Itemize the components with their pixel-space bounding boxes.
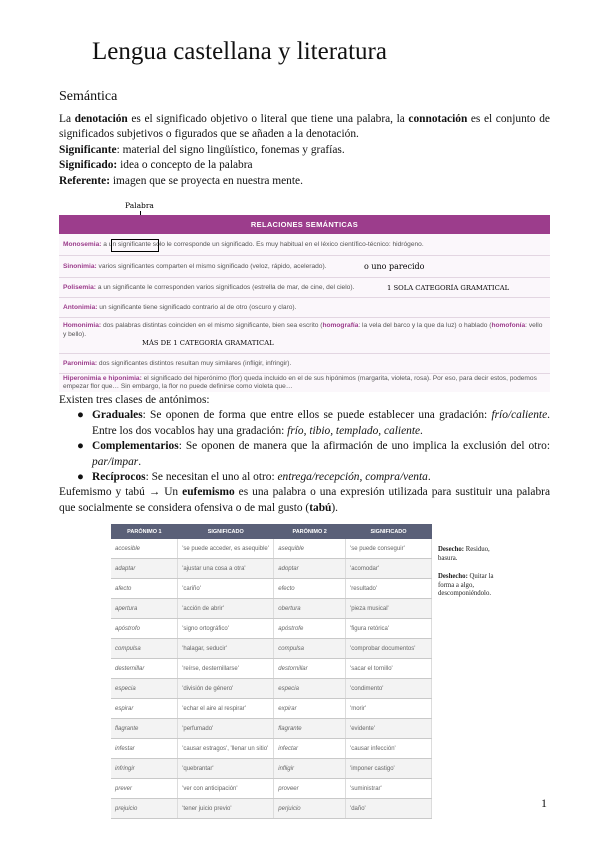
- table-cell: accesible: [111, 539, 178, 559]
- table-cell: 'ver con anticipación': [178, 779, 274, 799]
- sem-row-monosemia: Monosemia: a un significante solo le corresponde un significado. Es muy habitual en el léxico científico-técnico: hidrógeno.: [59, 234, 550, 256]
- table-cell: efecto: [274, 579, 346, 599]
- table-row: [111, 599, 432, 619]
- table-cell: espirar: [111, 699, 178, 719]
- table-cell: especia: [274, 679, 346, 699]
- table-cell: infectar: [274, 739, 346, 759]
- table-row: [111, 779, 432, 799]
- table-cell: 'quebrantar': [178, 759, 274, 779]
- sem-row-paronimia: Paronimia: dos significantes distintos resultan muy similares (infligir, infringir).: [59, 354, 550, 374]
- table-cell: 'resultado': [346, 579, 432, 599]
- deshecho-note: Deshecho: Quitar la forma a algo, descomponiéndolo.: [438, 573, 494, 597]
- table-cell: 'reírse, desternillarse': [178, 659, 274, 679]
- col-header: PARÓNIMO 1: [111, 524, 178, 539]
- semantic-relations-table: [59, 215, 550, 392]
- table-cell: 'sacar el tornillo': [346, 659, 432, 679]
- table-cell: 'halagar, seducir': [178, 639, 274, 659]
- table-cell: apertura: [111, 599, 178, 619]
- antonym-graduales: ● Graduales: Se oponen de forma que entre ellos se puede establecer una gradación: frío/caliente. Entre los dos vocablos hay una gradación: frío, tibio, templado, caliente.: [77, 409, 550, 437]
- table-cell: adaptar: [111, 559, 178, 579]
- table-row: [111, 659, 432, 679]
- table-cell: desternillar: [111, 659, 178, 679]
- table-cell: perjuicio: [274, 799, 346, 819]
- table-cell: apóstrofo: [111, 619, 178, 639]
- palabra-annotation: Palabra: [125, 201, 154, 210]
- table-cell: proveer: [274, 779, 346, 799]
- col-header: SIGNIFICADO: [346, 524, 432, 539]
- table-cell: 'se puede acceder, es asequible': [178, 539, 274, 559]
- table-cell: flagrante: [274, 719, 346, 739]
- section-title: Semántica: [59, 89, 118, 104]
- table-cell: prejuicio: [111, 799, 178, 819]
- table-cell: 'cariño': [178, 579, 274, 599]
- table-cell: 'pieza musical': [346, 599, 432, 619]
- table-cell: 'perfumado': [178, 719, 274, 739]
- table-cell: compulsa: [274, 639, 346, 659]
- table-cell: afecto: [111, 579, 178, 599]
- paronym-table-header: [111, 524, 432, 539]
- table-cell: 'morir': [346, 699, 432, 719]
- table-cell: 'causar estragos', 'llenar un sitio': [178, 739, 274, 759]
- euphemism-paragraph: Eufemismo y tabú → Un eufemismo es una palabra o una expresión utilizada para sustituir una palabra que socialmente se considera ofensiva o de mal gusto (tabú).: [59, 486, 551, 514]
- table-cell: 'causar infección': [346, 739, 432, 759]
- table-cell: especia: [111, 679, 178, 699]
- document-title: Lengua castellana y literatura: [92, 38, 387, 65]
- paronym-table: [111, 524, 432, 819]
- sinonimia-note: o uno parecido: [362, 256, 426, 278]
- table-cell: asequible: [274, 539, 346, 559]
- table-cell: infligir: [274, 759, 346, 779]
- table-row: [111, 759, 432, 779]
- table-row: [111, 699, 432, 719]
- table-cell: 'tener juicio previo': [178, 799, 274, 819]
- significante-definition: Significante: material del signo lingüístico, fonemas y grafías.: [59, 143, 345, 156]
- table-row: [111, 639, 432, 659]
- table-row: [111, 539, 432, 559]
- antonyms-intro: Existen tres clases de antónimos:: [59, 394, 210, 406]
- sem-row-polisemia: Polisemia: a un significante le corresponden varios significados (estrella de mar, de cine, del cielo). 1 SOLA CATEGORÍA GRAMATICAL: [59, 278, 550, 298]
- sem-row-homonimia: Homonimia: dos palabras distintas coinciden en el mismo significante, bien sea escrito (homografía: la vela del barco y la que da luz) o hablado (homofonía: vello y bello). MÁS DE 1 CATEGORÍA GRAMATICAL: [59, 318, 550, 354]
- table-row: [111, 799, 432, 819]
- table-cell: 'signo ortográfico': [178, 619, 274, 639]
- table-cell: 'acomodar': [346, 559, 432, 579]
- table-row: [111, 679, 432, 699]
- table-cell: expirar: [274, 699, 346, 719]
- antonym-complementarios: ● Complementarios: Se oponen de manera que la afirmación de uno implica la exclusión del otro: par/impar.: [77, 440, 550, 468]
- intro-paragraph: [59, 112, 550, 189]
- sem-row-sinonimia: Sinonimia: varios significantes comparten el mismo significado (veloz, rápido, acelerado). o uno parecido: [59, 256, 550, 278]
- table-cell: infestar: [111, 739, 178, 759]
- col-header: PARÓNIMO 2: [274, 524, 346, 539]
- antonyms-section: [59, 393, 550, 516]
- table-cell: 'evidente': [346, 719, 432, 739]
- paronym-table-body: [111, 539, 432, 819]
- denotation-definition: La denotación es el significado objetivo o literal que tiene una palabra, la connotación es el conjunto de significados subjetivos o figurados que se añaden a la denotación.: [59, 113, 550, 141]
- table-row: [111, 559, 432, 579]
- table-cell: prever: [111, 779, 178, 799]
- antonym-reciprocos: ● Recíprocos: Se necesitan el uno al otro: entrega/recepción, compra/venta.: [77, 471, 431, 484]
- semantic-table-header: RELACIONES SEMÁNTICAS: [59, 215, 550, 234]
- table-cell: compulsa: [111, 639, 178, 659]
- table-row: [111, 719, 432, 739]
- table-cell: adoptar: [274, 559, 346, 579]
- table-cell: 'imponer castigo': [346, 759, 432, 779]
- table-cell: 'condimento': [346, 679, 432, 699]
- table-row: [111, 579, 432, 599]
- table-cell: 'echar el aire al respirar': [178, 699, 274, 719]
- table-row: [111, 619, 432, 639]
- table-cell: 'división de género': [178, 679, 274, 699]
- table-cell: 'daño': [346, 799, 432, 819]
- significante-box-annotation: [111, 239, 159, 252]
- table-cell: obertura: [274, 599, 346, 619]
- polisemia-note: 1 SOLA CATEGORÍA GRAMATICAL: [385, 278, 511, 298]
- col-header: SIGNIFICADO: [178, 524, 274, 539]
- page-number: 1: [541, 796, 547, 810]
- sem-row-hiperonimia: Hiperonimia e hiponimia: el significado del hiperónimo (flor) queda incluido en el de sus hipónimos (margarita, violeta, rosa). Por eso, para decir estos, podemos empezar flor que… Sin embargo, la flor no puede definirse como violeta que…: [63, 375, 537, 390]
- table-cell: destornillar: [274, 659, 346, 679]
- table-cell: 'figura retórica': [346, 619, 432, 639]
- table-row: [111, 739, 432, 759]
- table-cell: 'se puede conseguir': [346, 539, 432, 559]
- table-cell: infringir: [111, 759, 178, 779]
- table-cell: 'suministrar': [346, 779, 432, 799]
- table-cell: 'comprobar documentos': [346, 639, 432, 659]
- desecho-note: Desecho: Residuo, basura.: [438, 546, 490, 562]
- table-cell: 'acción de abrir': [178, 599, 274, 619]
- sem-row-antonimia: Antonimia: un significante tiene significado contrario al de otro (oscuro y claro).: [59, 298, 550, 318]
- homonimia-note: MÁS DE 1 CATEGORÍA GRAMATICAL: [142, 339, 274, 347]
- significado-definition: Significado: idea o concepto de la palabra: [59, 159, 253, 172]
- table-cell: apóstrofe: [274, 619, 346, 639]
- table-cell: 'ajustar una cosa a otra': [178, 559, 274, 579]
- referente-definition: Referente: imagen que se proyecta en nuestra mente.: [59, 174, 303, 187]
- table-cell: flagrante: [111, 719, 178, 739]
